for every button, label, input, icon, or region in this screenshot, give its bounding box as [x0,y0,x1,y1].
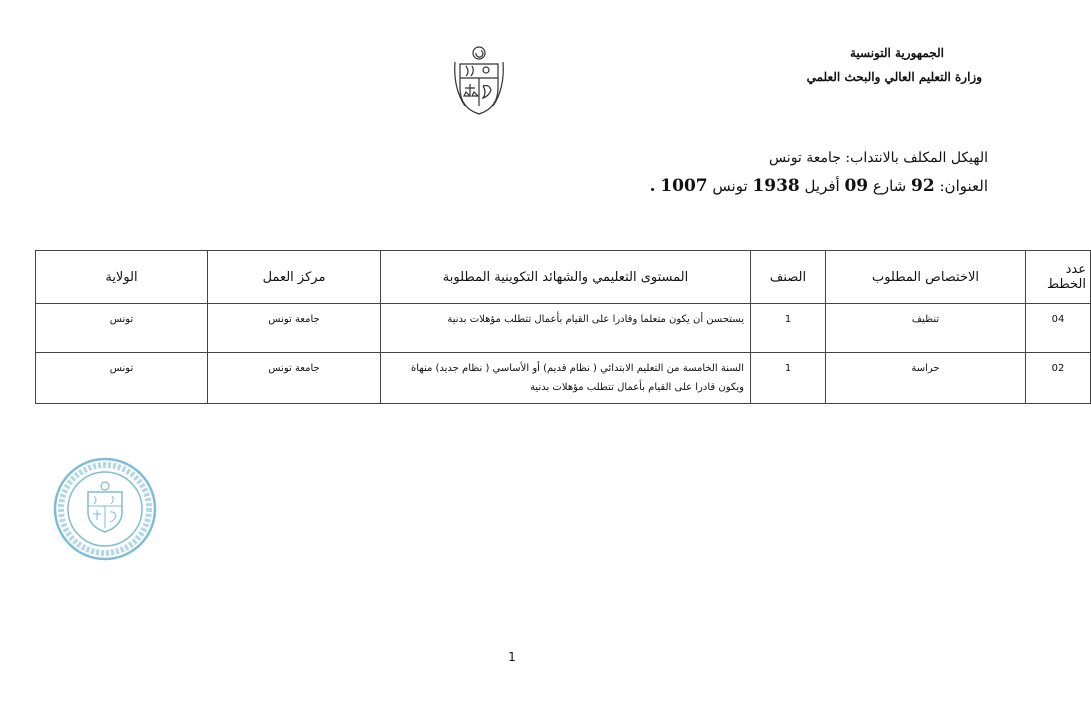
address-month: أفريل [804,177,840,195]
header-grade: الصنف [751,251,826,304]
header-count: عدد الخطط [1026,251,1091,304]
address-street-word: شارع [872,177,907,195]
address-line [650,176,988,196]
tunisia-coat-of-arms-icon [452,44,506,118]
recruiting-body [769,150,988,166]
cell-qualification: السنة الخامسة من التعليم الابتدائي ( نظام قديم) أو الأساسي ( نظام جديد) منهاة ويكون قادرا على القيام بأعمال تتطلب مؤهلات بدنية [381,353,751,404]
official-stamp-icon [52,456,158,562]
ministry-title: وزارة التعليم العالي والبحث العلمي [806,70,982,84]
cell-state: تونس [36,353,208,404]
official-header [807,46,982,84]
cell-qualification: يستحسن أن يكون متعلما وقادرا على القيام بأعمال تتطلب مؤهلات بدنية [381,304,751,353]
recruiting-body-value: جامعة تونس [768,150,841,166]
table-row [36,353,1091,404]
cell-specialty: تنظيف [826,304,1026,353]
address-label: العنوان: [939,177,988,195]
page-number: 1 [508,650,516,664]
cell-count: 04 [1026,304,1091,353]
recruiting-body-label: الهيكل المكلف بالانتداب: [845,150,988,166]
cell-workplace: جامعة تونس [208,304,381,353]
republic-title: الجمهورية التونسية [849,46,944,60]
cell-workplace: جامعة تونس [208,353,381,404]
header-state: الولاية [36,251,208,304]
address-day: 09 [844,176,869,196]
address-postal: 1007 [660,176,708,196]
cell-state: تونس [36,304,208,353]
header-qualification: المستوى التعليمي والشهائد التكوينية المطلوبة [381,251,751,304]
cell-grade: 1 [751,304,826,353]
table-row [36,304,1091,353]
address-city: تونس [712,177,748,195]
header-specialty: الاختصاص المطلوب [826,251,1026,304]
address-number: 92 [911,176,935,196]
header-workplace: مركز العمل [208,251,381,304]
address-year: 1938 [752,176,800,196]
cell-count: 02 [1026,353,1091,404]
address-end: . [649,176,656,196]
positions-table [35,250,1091,404]
cell-specialty: حراسة [826,353,1026,404]
table-header-row [36,251,1091,304]
cell-grade: 1 [751,353,826,404]
